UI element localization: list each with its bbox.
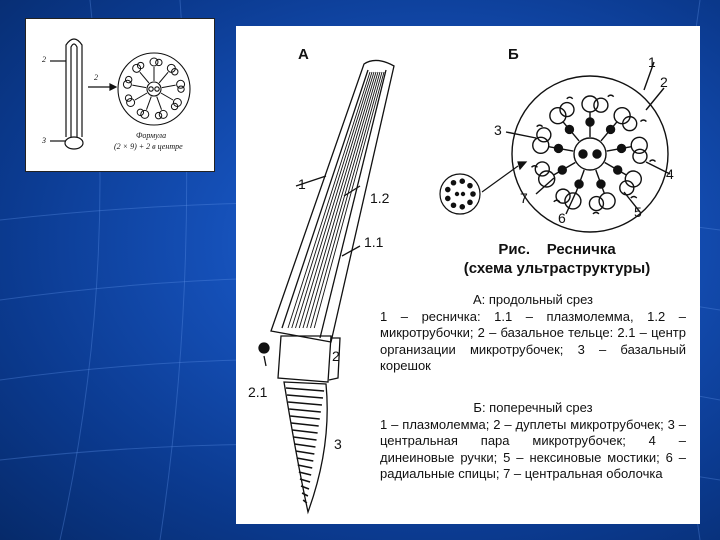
- rootlet-stripe: [301, 486, 309, 489]
- inset-spoke: [135, 93, 147, 100]
- rootlet-stripe: [291, 423, 318, 426]
- inset-cilium-figure: [25, 18, 215, 172]
- doublet-tubule: [614, 108, 630, 124]
- dynein-arm: [631, 197, 637, 199]
- dynein-arm: [593, 212, 599, 214]
- legend-b-head: Б: поперечный срез: [473, 400, 593, 415]
- small-cross-section: [440, 162, 526, 214]
- dynein-arm: [537, 125, 543, 127]
- inset-spoke: [146, 97, 151, 110]
- inset-doublet: [141, 110, 149, 118]
- figure-caption: [422, 240, 692, 278]
- small-doublet: [468, 200, 472, 204]
- inset-spoke: [162, 85, 176, 87]
- label-1-1: 1.1: [364, 234, 384, 250]
- inset-spoke: [140, 72, 149, 83]
- caption-line-2: (схема ультраструктуры): [463, 260, 651, 277]
- dynein-arm: [608, 95, 614, 97]
- small-central: [455, 192, 458, 195]
- cross-label-3: 3: [494, 122, 502, 138]
- inset-spoke: [157, 97, 162, 110]
- inset-doublet: [156, 59, 162, 65]
- inset-doublet: [125, 76, 131, 82]
- cross-label-2: 2: [660, 74, 668, 90]
- inset-cross-section: [118, 53, 190, 125]
- legend-a-head: А: продольный срез: [472, 292, 594, 307]
- doublet-tubule: [589, 197, 603, 211]
- label-2-1: 2.1: [248, 384, 268, 400]
- cross-section: [506, 62, 670, 232]
- small-doublet: [446, 187, 450, 191]
- cross-label-4: 4: [666, 166, 674, 182]
- rootlet-stripe: [287, 395, 323, 398]
- small-doublet: [451, 181, 455, 185]
- label-1: 1: [298, 176, 306, 192]
- dynein-arm: [531, 166, 537, 168]
- inset-label-3: 3: [42, 136, 46, 145]
- small-doublet: [446, 196, 450, 200]
- rootlet-stripe: [295, 444, 316, 447]
- small-doublet: [471, 192, 475, 196]
- rootlet-stripe: [292, 430, 317, 433]
- rootlet-stripe: [289, 409, 321, 412]
- inset-spoke: [159, 72, 168, 83]
- small-central: [461, 192, 464, 195]
- inset-doublet: [155, 112, 161, 118]
- inset-doublet: [159, 110, 167, 118]
- rootlet-stripe: [297, 458, 314, 461]
- inset-spoke: [132, 85, 146, 87]
- small-doublet: [460, 179, 464, 183]
- cross-label-6: 6: [558, 210, 566, 226]
- doublet-tubule: [533, 137, 549, 153]
- panel-b-label: Б: [508, 46, 519, 63]
- dynein-arm: [640, 120, 646, 122]
- doublet-tubule: [594, 98, 608, 112]
- rootlet-stripe: [296, 451, 315, 454]
- rootlet-stripe: [298, 465, 312, 468]
- rootlet-stripe: [290, 416, 320, 419]
- inset-label-2-arrow: 2: [94, 73, 98, 82]
- inset-formula-line1: Формула: [136, 131, 167, 140]
- inset-label-2-left: 2: [42, 55, 46, 64]
- inset-doublet: [127, 99, 135, 107]
- legend-b-text: 1 – плазмолемма; 2 – дуплеты микротрубочек; 3 – центральная пара микротрубочек; 4 – динеиновые ручки; 5 – нексиновые мостики; 6 – радиальные спицы; 7 – центральная оболочка: [380, 416, 686, 481]
- cross-label-7: 7: [520, 190, 528, 206]
- microtubule-line: [303, 72, 378, 328]
- cross-label-1: 1: [648, 54, 656, 70]
- doublet-tubule: [537, 128, 551, 142]
- panel-a-label: А: [298, 46, 309, 63]
- small-doublet: [468, 183, 472, 187]
- microtubule-line: [296, 72, 375, 328]
- doublet-tubule: [633, 149, 647, 163]
- main-cilium-figure: [236, 26, 700, 524]
- label-2: 2: [332, 348, 340, 364]
- doublet-tubule: [535, 162, 549, 176]
- small-doublet: [451, 203, 455, 207]
- caption-line-1: Рис. Ресничка: [498, 241, 616, 258]
- microtubule-line: [299, 72, 376, 328]
- legend-a-text: 1 – ресничка: 1.1 – плазмолемма, 1.2 – микротрубочки; 2 – базальное тельце: 2.1 – центр организации микротрубочек; 3 – базальный корешок: [380, 308, 686, 373]
- inset-doublet: [123, 80, 131, 88]
- dynein-arm: [567, 97, 573, 99]
- small-doublet: [460, 205, 464, 209]
- legend-a: [380, 292, 686, 375]
- inset-doublet: [178, 86, 184, 92]
- legend-b: [380, 400, 686, 483]
- rootlet-stripe: [293, 437, 316, 440]
- cross-label-5: 5: [634, 204, 642, 220]
- dynein-arm: [650, 160, 656, 162]
- doublet-tubule: [599, 193, 615, 209]
- rootlet-stripe: [286, 388, 324, 391]
- inset-spoke: [161, 93, 173, 100]
- dynein-arm: [554, 200, 560, 202]
- label-3: 3: [334, 436, 342, 452]
- microtubule-line: [288, 72, 370, 328]
- label-1-2: 1.2: [370, 190, 390, 206]
- rootlet-stripe: [288, 402, 322, 405]
- inset-formula-line2: (2 × 9) + 2 в центре: [114, 142, 183, 151]
- longitudinal-cilium: [259, 60, 394, 512]
